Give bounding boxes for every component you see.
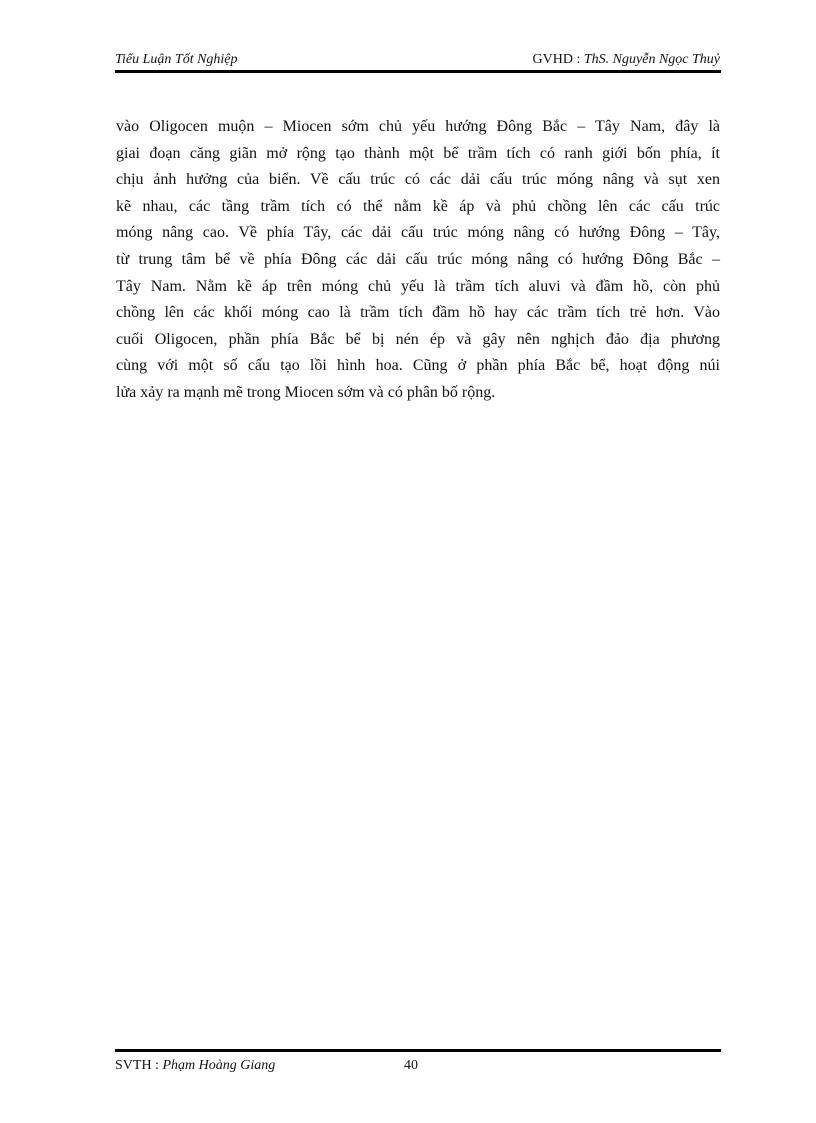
- text-line: kẽ nhau, các tầng trầm tích có thể nằm kề áp và phủ chồng lên các cấu trúc: [116, 197, 720, 215]
- text-line: vào Oligocen muộn – Miocen sớm chủ yếu hướng Đông Bắc – Tây Nam, đây là: [116, 118, 720, 135]
- text-line: giai đoạn căng giãn mở rộng tạo thành một bể trầm tích có ranh giới bốn phía, ít: [116, 144, 720, 162]
- advisor-name: ThS. Nguyễn Ngọc Thuỷ: [583, 52, 720, 67]
- text-line: cuối Oligocen, phần phía Bắc bể bị nén ép và gây nên nghịch đảo địa phương: [116, 330, 720, 348]
- text-line: chịu ảnh hưởng của biển. Về cấu trúc có các dải cấu trúc móng nâng và sụt xen: [116, 171, 720, 189]
- page-footer: [115, 1057, 721, 1077]
- student-credit: [115, 1057, 275, 1075]
- advisor-credit: [533, 51, 720, 69]
- advisor-label: GVHD :: [532, 52, 584, 67]
- header-divider: [115, 70, 721, 73]
- student-label: SVTH :: [115, 1058, 163, 1073]
- text-line: chồng lên các khối móng cao là trầm tích đầm hồ hay các trầm tích trẻ hơn. Vào: [116, 304, 720, 322]
- footer-divider: [115, 1049, 721, 1052]
- text-line: móng nâng cao. Về phía Tây, các dải cấu trúc móng nâng có hướng Đông – Tây,: [116, 224, 720, 242]
- text-line: Tây Nam. Nằm kề áp trên móng chủ yếu là trầm tích aluvi và đầm hồ, còn phủ: [116, 277, 720, 295]
- page-header: [115, 51, 720, 71]
- body-paragraph: [116, 114, 720, 407]
- student-name: Phạm Hoàng Giang: [162, 1058, 276, 1073]
- text-line-last: lửa xảy ra mạnh mẽ trong Miocen sớm và có phân bố rộng.: [116, 383, 496, 401]
- text-line: từ trung tâm bể về phía Đông các dải cấu trúc móng nâng có hướng Đông Bắc –: [116, 250, 720, 268]
- document-title: Tiểu Luận Tốt Nghiệp: [115, 52, 238, 67]
- text-line: cùng với một số cấu tạo lồi hình hoa. Cũng ở phần phía Bắc bể, hoạt động núi: [116, 357, 720, 375]
- page-number: 40: [404, 1058, 418, 1073]
